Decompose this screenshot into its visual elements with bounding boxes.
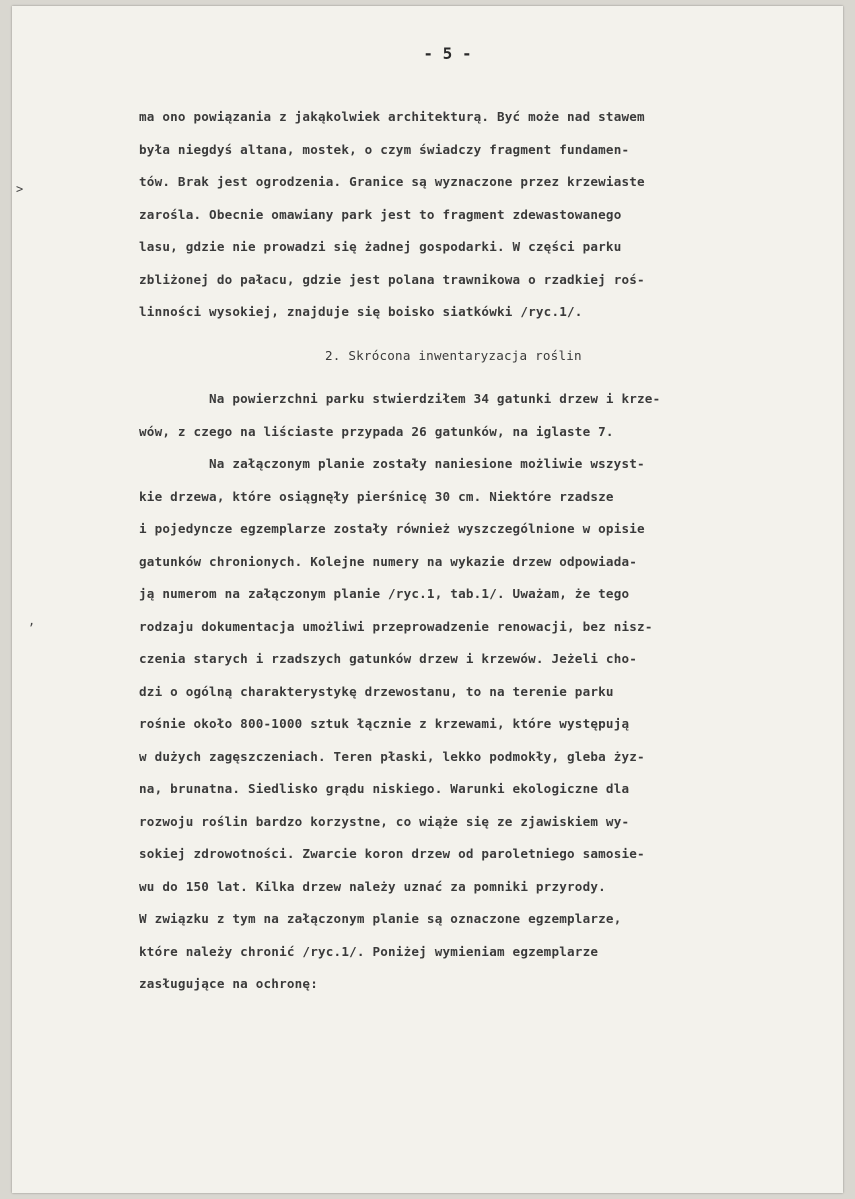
- text-line: wu do 150 lat. Kilka drzew należy uznać za pomniki przyrody.: [139, 878, 606, 894]
- text-line: które należy chronić /ryc.1/. Poniżej wymieniam egzemplarze: [139, 943, 599, 959]
- text-line: Na załączonym planie zostały naniesione możliwie wszyst-: [209, 456, 645, 471]
- body-text: [139, 101, 829, 1001]
- text-line: zbliżonej do pałacu, gdzie jest polana trawnikowa o rzadkiej roś-: [139, 271, 645, 287]
- text-line: ma ono powiązania z jakąkolwiek architekturą. Być może nad stawem: [139, 109, 645, 124]
- margin-mark: >: [16, 182, 24, 196]
- margin-mark: ,: [28, 614, 36, 628]
- text-line: w dużych zagęszczeniach. Teren płaski, lekko podmokły, gleba żyz-: [139, 748, 645, 764]
- text-line: linności wysokiej, znajduje się boisko siatkówki /ryc.1/.: [139, 304, 583, 319]
- text-line: kie drzewa, które osiągnęły pierśnicę 30 cm. Niektóre rzadsze: [139, 488, 614, 504]
- text-line: zasługujące na ochronę:: [139, 976, 318, 991]
- text-line: zarośla. Obecnie omawiany park jest to fragment zdewastowanego: [139, 206, 622, 222]
- page-number: - 5 -: [423, 44, 472, 63]
- typewritten-page: [12, 6, 843, 1193]
- section-heading: 2. Skrócona inwentaryzacja roślin: [325, 347, 582, 363]
- text-line: tów. Brak jest ogrodzenia. Granice są wyznaczone przez krzewiaste: [139, 174, 645, 189]
- text-line: W związku z tym na załączonym planie są oznaczone egzemplarze,: [139, 911, 622, 926]
- text-line: lasu, gdzie nie prowadzi się żadnej gospodarki. W części parku: [139, 239, 622, 254]
- text-line: gatunków chronionych. Kolejne numery na wykazie drzew odpowiada-: [139, 553, 638, 569]
- text-line: na, brunatna. Siedlisko grądu niskiego. Warunki ekologiczne dla: [139, 781, 630, 796]
- text-line: ją numerom na załączonym planie /ryc.1, tab.1/. Uważam, że tego: [139, 586, 630, 601]
- text-line: była niegdyś altana, mostek, o czym świadczy fragment fundamen-: [139, 141, 630, 157]
- text-line: i pojedyncze egzemplarze zostały również wyszczególnione w opisie: [139, 521, 645, 536]
- text-line: sokiej zdrowotności. Zwarcie koron drzew od paroletniego samosie-: [139, 846, 645, 861]
- text-line: czenia starych i rzadszych gatunków drzew i krzewów. Jeżeli cho-: [139, 651, 638, 666]
- text-line: rośnie około 800-1000 sztuk łącznie z krzewami, które występują: [139, 716, 630, 731]
- text-line: Na powierzchni parku stwierdziłem 34 gatunki drzew i krze-: [209, 391, 661, 406]
- text-line: rozwoju roślin bardzo korzystne, co wiąże się ze zjawiskiem wy-: [139, 813, 630, 829]
- text-line: rodzaju dokumentacja umożliwi przeprowadzenie renowacji, bez nisz-: [139, 618, 653, 634]
- text-line: wów, z czego na liściaste przypada 26 gatunków, na iglaste 7.: [139, 423, 614, 439]
- text-line: dzi o ogólną charakterystykę drzewostanu, to na terenie parku: [139, 683, 614, 699]
